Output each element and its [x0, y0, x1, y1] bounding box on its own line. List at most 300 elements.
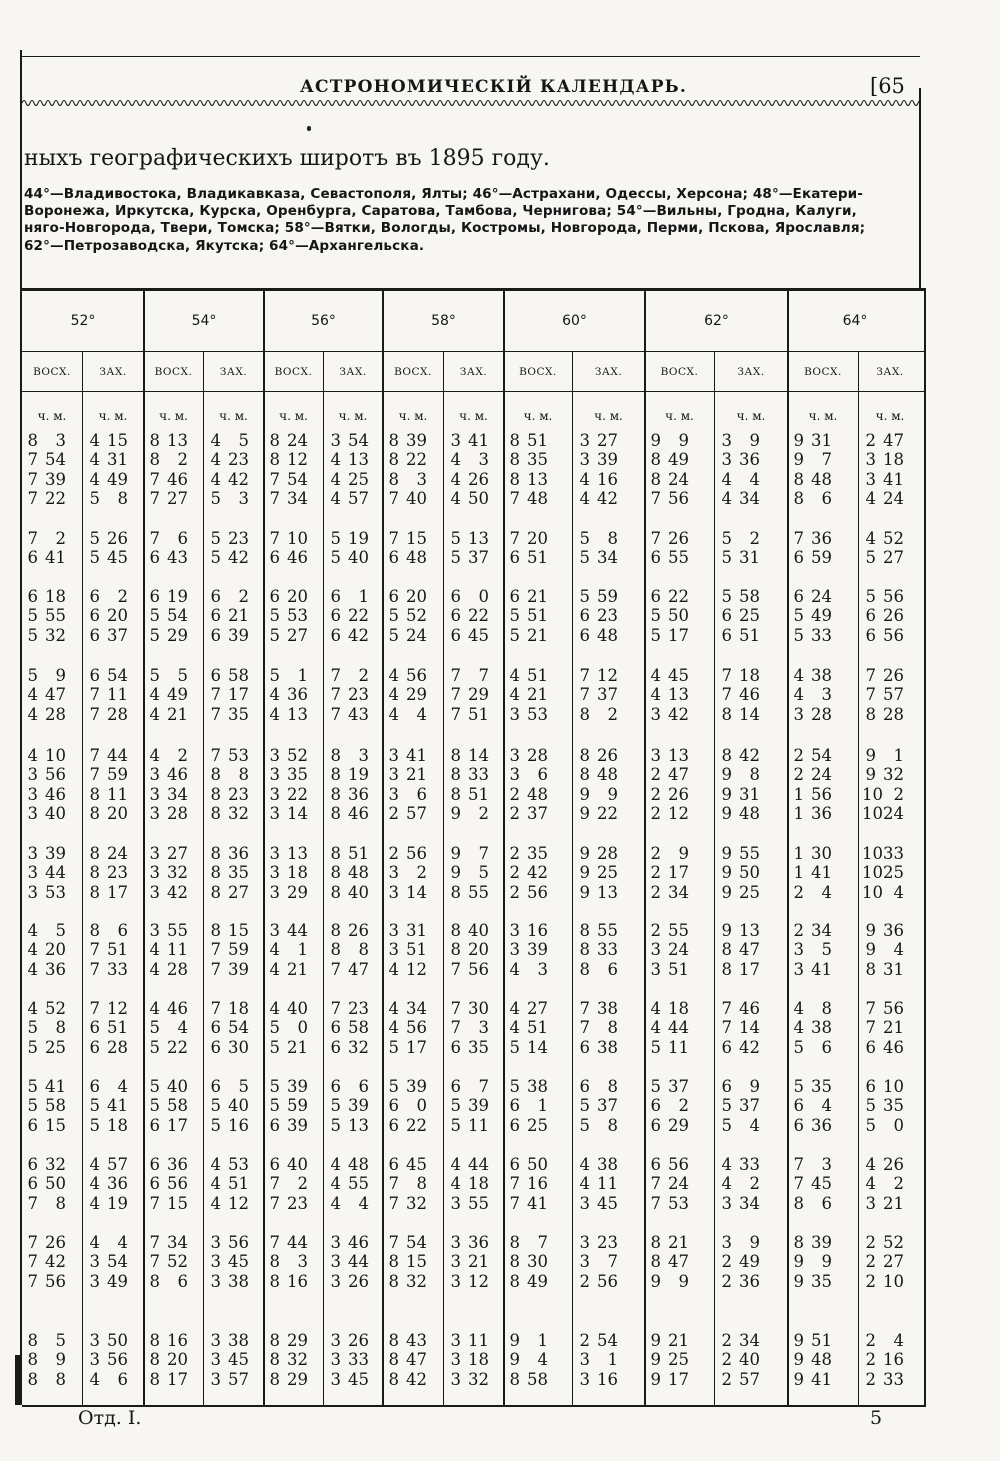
- minute-value: 58: [167, 1096, 188, 1116]
- time-cell: [447, 1370, 489, 1389]
- hour-value: 4: [89, 1193, 100, 1213]
- time-cell: [718, 1233, 760, 1252]
- hour-value: 8: [793, 1233, 804, 1252]
- hour-value: 7: [721, 666, 732, 685]
- latitude-column-divider: [263, 291, 265, 1405]
- minute-value: 35: [883, 1096, 904, 1116]
- minute-value: 16: [527, 921, 548, 940]
- minute-value: 15: [406, 1252, 427, 1272]
- time-cell: [718, 804, 760, 823]
- minute-value: 24: [668, 469, 689, 489]
- time-cell: [86, 470, 128, 489]
- time-cell: [576, 1018, 618, 1037]
- time-cell: [790, 785, 832, 804]
- time-cell: [447, 606, 489, 625]
- time-cell: [86, 999, 128, 1018]
- time-cell: [86, 1350, 128, 1369]
- time-cell: [146, 960, 188, 979]
- hour-value: 2: [509, 804, 520, 824]
- minute-value: 1: [537, 1331, 548, 1350]
- time-cell: [790, 960, 832, 979]
- minute-value: 58: [527, 1369, 548, 1389]
- minute-value: 7: [478, 666, 489, 685]
- hour-value: 8: [269, 450, 280, 470]
- time-cell: [86, 529, 128, 548]
- hour-value: 5: [210, 529, 221, 548]
- rise-set-divider: [443, 351, 444, 1405]
- minute-value: 53: [45, 882, 66, 902]
- minute-value: 39: [468, 1096, 489, 1116]
- time-cell: [506, 587, 548, 606]
- hour-value: 3: [650, 704, 661, 724]
- hour-value: 2: [388, 844, 399, 863]
- minute-value: 27: [883, 548, 904, 568]
- time-cell: [24, 606, 66, 625]
- time-cell: [447, 666, 489, 685]
- time-cell: [576, 746, 618, 765]
- hour-value: 8: [509, 431, 520, 450]
- hour-value: 3: [330, 431, 341, 450]
- minute-value: 4: [893, 882, 904, 902]
- hour-value: 4: [149, 685, 160, 705]
- hour-value: 6: [650, 1155, 661, 1174]
- minute-value: 7: [537, 1233, 548, 1252]
- latitude-column-divider: [644, 291, 646, 1405]
- minute-value: 48: [811, 469, 832, 489]
- minute-value: 5: [821, 940, 832, 960]
- minute-value: 47: [668, 1252, 689, 1272]
- minute-value: 46: [883, 1037, 904, 1057]
- hour-value: 3: [650, 746, 661, 765]
- time-cell: [327, 940, 369, 959]
- time-cell: [647, 1096, 689, 1115]
- minute-value: 15: [167, 1193, 188, 1213]
- time-cell: [146, 1174, 188, 1193]
- time-cell: [862, 1038, 904, 1057]
- minute-value: 26: [883, 606, 904, 626]
- time-cell: [385, 1370, 427, 1389]
- hour-value: 6: [450, 1077, 461, 1096]
- time-cell: [718, 844, 760, 863]
- hour-value: 3: [210, 1350, 221, 1370]
- time-cell: [506, 746, 548, 765]
- time-cell: [647, 746, 689, 765]
- time-cell: [506, 883, 548, 902]
- time-cell: [576, 529, 618, 548]
- minute-value: 20: [45, 940, 66, 960]
- hour-value: 4: [269, 704, 280, 724]
- note-line: Воронежа, Иркутска, Курска, Оренбурга, Саратова, Тамбова, Чернигова; 54°—Вильны, Гродна, Калуги,: [24, 203, 857, 220]
- hour-value: 5: [149, 1037, 160, 1057]
- hour-value: 5: [210, 489, 221, 509]
- minute-value: 11: [597, 1174, 618, 1194]
- time-cell: [266, 529, 308, 548]
- time-cell: [576, 1194, 618, 1213]
- time-cell: [86, 863, 128, 882]
- hour-value: 6: [865, 606, 876, 626]
- time-cell: [86, 450, 128, 469]
- time-cell: [576, 844, 618, 863]
- hour-value: 7: [27, 1193, 38, 1213]
- hour-value: 4: [579, 469, 590, 489]
- hour-value: 6: [27, 1174, 38, 1194]
- time-cell: [862, 489, 904, 508]
- hour-value: 3: [27, 863, 38, 883]
- time-cell: [327, 450, 369, 469]
- minute-value: 50: [45, 1174, 66, 1194]
- time-cell: [576, 883, 618, 902]
- minute-value: 58: [348, 1018, 369, 1038]
- time-cell: [86, 1252, 128, 1271]
- minute-value: 35: [287, 765, 308, 785]
- time-unit-label: ч. м.: [398, 409, 428, 423]
- minute-value: 51: [668, 959, 689, 979]
- time-cell: [576, 960, 618, 979]
- minute-value: 34: [406, 999, 427, 1018]
- hour-value: 3: [721, 1233, 732, 1252]
- minute-value: 26: [107, 529, 128, 548]
- minute-value: 8: [821, 999, 832, 1018]
- minute-value: 24: [883, 489, 904, 509]
- minute-value: 0: [893, 1115, 904, 1135]
- minute-value: 52: [167, 1252, 188, 1272]
- hour-value: 6: [27, 1155, 38, 1174]
- time-cell: [790, 666, 832, 685]
- hour-value: 8: [865, 704, 876, 724]
- hour-value: 3: [721, 431, 732, 450]
- minute-value: 31: [739, 784, 760, 804]
- hour-value: 7: [793, 1174, 804, 1194]
- time-cell: [790, 1155, 832, 1174]
- hour-value: 8: [450, 921, 461, 940]
- minute-value: 46: [348, 1233, 369, 1252]
- minute-value: 8: [607, 1077, 618, 1096]
- time-cell: [576, 863, 618, 882]
- hour-value: 4: [269, 940, 280, 960]
- minute-value: 30: [228, 1037, 249, 1057]
- time-cell: [266, 1174, 308, 1193]
- hour-value: 7: [27, 469, 38, 489]
- minute-value: 49: [811, 606, 832, 626]
- hour-value: 8: [579, 921, 590, 940]
- minute-value: 42: [228, 548, 249, 568]
- time-cell: [790, 746, 832, 765]
- time-cell: [790, 940, 832, 959]
- hour-value: 4: [330, 489, 341, 509]
- minute-value: 51: [468, 784, 489, 804]
- time-cell: [647, 1350, 689, 1369]
- time-cell: [576, 431, 618, 450]
- time-cell: [86, 548, 128, 567]
- hour-value: 7: [149, 1233, 160, 1252]
- minute-value: 45: [228, 1350, 249, 1370]
- hour-value: 2: [793, 746, 804, 765]
- time-cell: [207, 1370, 249, 1389]
- minute-value: 34: [739, 1331, 760, 1350]
- time-cell: [790, 883, 832, 902]
- hour-value: 3: [579, 450, 590, 470]
- minute-value: 25: [668, 1350, 689, 1370]
- hour-value: 2: [721, 1252, 732, 1272]
- hour-value: 8: [210, 882, 221, 902]
- hour-value: 4: [149, 999, 160, 1018]
- time-cell: [506, 470, 548, 489]
- time-cell: [506, 1096, 548, 1115]
- time-cell: [86, 1096, 128, 1115]
- minute-value: 7: [607, 1252, 618, 1272]
- hour-value: 6: [210, 1018, 221, 1038]
- time-cell: [862, 804, 904, 823]
- minute-value: 29: [287, 1369, 308, 1389]
- time-cell: [385, 548, 427, 567]
- latitude-column-divider: [143, 291, 145, 1405]
- hour-value: 2: [509, 844, 520, 863]
- hour-value: 8: [89, 882, 100, 902]
- minute-value: 55: [597, 921, 618, 940]
- time-cell: [447, 921, 489, 940]
- minute-value: 55: [668, 921, 689, 940]
- time-cell: [207, 804, 249, 823]
- minute-value: 24: [883, 804, 904, 824]
- footer-section-label: Отд. I.: [78, 1407, 142, 1429]
- time-cell: [447, 450, 489, 469]
- minute-value: 13: [348, 1115, 369, 1135]
- time-cell: [207, 999, 249, 1018]
- set-column-header: ЗАХ.: [99, 366, 127, 378]
- minute-value: 42: [167, 882, 188, 902]
- time-cell: [862, 1331, 904, 1350]
- time-cell: [790, 1038, 832, 1057]
- minute-value: 51: [406, 940, 427, 960]
- time-cell: [718, 450, 760, 469]
- hour-value: 8: [269, 1271, 280, 1291]
- time-cell: [862, 705, 904, 724]
- minute-value: 40: [287, 999, 308, 1018]
- hour-value: 6: [509, 1155, 520, 1174]
- hour-value: 5: [269, 1077, 280, 1096]
- time-cell: [385, 1272, 427, 1291]
- time-cell: [506, 666, 548, 685]
- minute-value: 34: [668, 882, 689, 902]
- time-cell: [862, 1350, 904, 1369]
- minute-value: 36: [107, 1174, 128, 1194]
- minute-value: 26: [45, 1233, 66, 1252]
- time-cell: [447, 529, 489, 548]
- minute-value: 32: [348, 1037, 369, 1057]
- minute-value: 2: [117, 587, 128, 606]
- hour-value: 4: [650, 999, 661, 1018]
- time-cell: [207, 1096, 249, 1115]
- time-cell: [385, 960, 427, 979]
- minute-value: 36: [811, 804, 832, 824]
- minute-value: 52: [287, 746, 308, 765]
- minute-value: 38: [811, 666, 832, 685]
- time-cell: [207, 765, 249, 784]
- minute-value: 50: [739, 863, 760, 883]
- time-cell: [146, 529, 188, 548]
- note-line: 44°—Владивостока, Владикавказа, Севастополя, Ялты; 46°—Астрахани, Одессы, Херсона; 48°—Екатери-: [24, 186, 864, 202]
- time-cell: [207, 685, 249, 704]
- minute-value: 29: [167, 625, 188, 645]
- minute-value: 13: [739, 921, 760, 940]
- hour-value: 4: [210, 1174, 221, 1194]
- minute-value: 29: [287, 1331, 308, 1350]
- rise-set-divider: [714, 351, 715, 1405]
- minute-value: 20: [468, 940, 489, 960]
- minute-value: 2: [749, 1174, 760, 1194]
- rise-set-divider: [323, 351, 324, 1405]
- time-cell: [385, 804, 427, 823]
- time-cell: [647, 1018, 689, 1037]
- time-cell: [790, 587, 832, 606]
- time-cell: [207, 1155, 249, 1174]
- hour-value: 8: [149, 450, 160, 470]
- time-cell: [327, 431, 369, 450]
- hour-value: 6: [269, 1115, 280, 1135]
- hour-value: 5: [269, 1018, 280, 1038]
- time-cell: [86, 883, 128, 902]
- time-cell: [146, 606, 188, 625]
- hour-value: 6: [149, 1174, 160, 1194]
- time-cell: [506, 960, 548, 979]
- time-cell: [718, 1174, 760, 1193]
- time-cell: [447, 1155, 489, 1174]
- time-cell: [207, 470, 249, 489]
- time-cell: [862, 1018, 904, 1037]
- minute-value: 21: [228, 606, 249, 626]
- minute-value: 42: [406, 1369, 427, 1389]
- time-cell: [207, 1272, 249, 1291]
- time-cell: [862, 450, 904, 469]
- hour-value: 8: [210, 784, 221, 804]
- hour-value: 7: [579, 999, 590, 1018]
- hour-value: 3: [330, 1350, 341, 1370]
- time-cell: [506, 804, 548, 823]
- set-column-header: ЗАХ.: [339, 366, 367, 378]
- minute-value: 54: [348, 431, 369, 450]
- hour-value: 5: [579, 529, 590, 548]
- time-cell: [506, 705, 548, 724]
- minute-value: 13: [597, 882, 618, 902]
- minute-value: 14: [468, 746, 489, 765]
- time-cell: [647, 1116, 689, 1135]
- hour-value: 8: [579, 746, 590, 765]
- minute-value: 9: [678, 844, 689, 863]
- minute-value: 48: [348, 1155, 369, 1174]
- hour-value: 6: [793, 548, 804, 568]
- time-cell: [647, 1038, 689, 1057]
- hour-value: 4: [865, 1174, 876, 1194]
- time-cell: [24, 785, 66, 804]
- hour-value: 9: [793, 1252, 804, 1272]
- hour-value: 8: [89, 784, 100, 804]
- minute-value: 55: [45, 606, 66, 626]
- hour-value: 6: [330, 625, 341, 645]
- minute-value: 3: [55, 431, 66, 450]
- minute-value: 9: [678, 431, 689, 450]
- minute-value: 59: [597, 587, 618, 606]
- time-unit-label: ч. м.: [37, 409, 67, 423]
- minute-value: 23: [597, 606, 618, 626]
- hour-value: 2: [509, 784, 520, 804]
- minute-value: 52: [883, 529, 904, 548]
- minute-value: 31: [883, 959, 904, 979]
- hour-value: 5: [89, 489, 100, 509]
- hour-value: 8: [721, 746, 732, 765]
- time-cell: [146, 1116, 188, 1135]
- time-cell: [506, 1116, 548, 1135]
- hour-value: 9: [450, 844, 461, 863]
- minute-value: 35: [811, 1271, 832, 1291]
- time-unit-label: ч. м.: [875, 409, 905, 423]
- minute-value: 39: [228, 959, 249, 979]
- minute-value: 56: [883, 587, 904, 606]
- hour-value: 6: [330, 587, 341, 606]
- minute-value: 18: [739, 666, 760, 685]
- hour-value: 6: [89, 666, 100, 685]
- minute-value: 16: [167, 1331, 188, 1350]
- hour-value: 9: [450, 863, 461, 883]
- time-cell: [24, 804, 66, 823]
- hour-value: 7: [269, 1233, 280, 1252]
- time-cell: [327, 1194, 369, 1213]
- time-cell: [647, 666, 689, 685]
- minute-value: 11: [668, 1037, 689, 1057]
- hour-value: 3: [450, 1350, 461, 1370]
- hour-value: 3: [509, 746, 520, 765]
- minute-value: 36: [811, 1115, 832, 1135]
- minute-value: 17: [107, 882, 128, 902]
- minute-value: 3: [358, 746, 369, 765]
- minute-value: 51: [811, 1331, 832, 1350]
- hour-value: 1: [793, 844, 804, 863]
- time-cell: [447, 804, 489, 823]
- minute-value: 49: [527, 1271, 548, 1291]
- minute-value: 28: [167, 804, 188, 824]
- time-cell: [146, 765, 188, 784]
- time-cell: [862, 666, 904, 685]
- minute-value: 17: [668, 1369, 689, 1389]
- minute-value: 16: [597, 1369, 618, 1389]
- minute-value: 39: [228, 625, 249, 645]
- hour-value: 9: [721, 784, 732, 804]
- minute-value: 22: [348, 606, 369, 626]
- hour-value: 2: [865, 1233, 876, 1252]
- minute-value: 45: [228, 1252, 249, 1272]
- time-cell: [385, 1116, 427, 1135]
- time-cell: [647, 1194, 689, 1213]
- hour-value: 8: [650, 1252, 661, 1272]
- hour-value: 9: [793, 1331, 804, 1350]
- hour-value: 3: [388, 940, 399, 960]
- minute-value: 50: [107, 1331, 128, 1350]
- time-cell: [266, 863, 308, 882]
- time-cell: [327, 999, 369, 1018]
- hour-value: 3: [721, 450, 732, 470]
- time-cell: [327, 1350, 369, 1369]
- minute-value: 40: [228, 1096, 249, 1116]
- minute-value: 20: [287, 587, 308, 606]
- hour-value: 7: [793, 1155, 804, 1174]
- minute-value: 57: [406, 804, 427, 824]
- latitude-header: 62°: [704, 313, 729, 329]
- minute-value: 4: [749, 469, 760, 489]
- hour-value: 3: [269, 844, 280, 863]
- hour-value: 7: [330, 959, 341, 979]
- time-cell: [506, 921, 548, 940]
- time-cell: [266, 1077, 308, 1096]
- time-cell: [447, 1096, 489, 1115]
